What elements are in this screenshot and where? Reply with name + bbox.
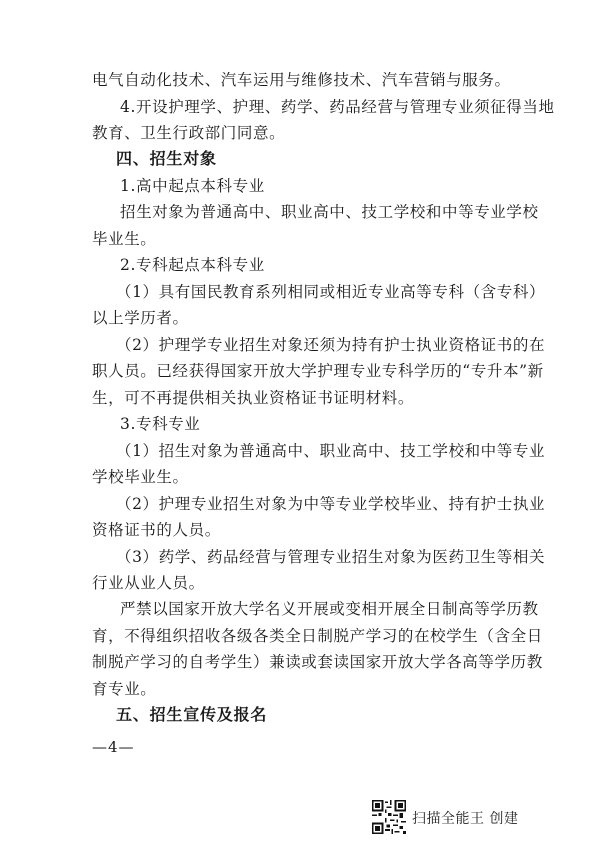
body-line: 招生对象为普通高中、职业高中、技工学校和中等专业学校 <box>120 203 539 222</box>
body-line: 制脱产学习的自考学生）兼读或套读国家开放大学各高等学历教 <box>92 653 543 672</box>
body-line: 1.高中起点本科专业 <box>120 176 265 195</box>
body-line: （2）护理专业招生对象为中等专业学校毕业、持有护士执业 <box>116 494 546 513</box>
body-line: 学校毕业生。 <box>92 468 189 487</box>
body-line: （3）药学、药品经营与管理专业招生对象为医药卫生等相关 <box>116 547 546 566</box>
body-line: 毕业生。 <box>92 229 157 248</box>
body-line: 严禁以国家开放大学名义开展或变相开展全日制高等学历教 <box>120 600 539 619</box>
body-line: 资格证书的人员。 <box>92 521 221 539</box>
body-line: 教育、卫生行政部门同意。 <box>92 123 286 142</box>
body-line: （1）具有国民教育系列相同或相近专业高等专科（含专科） <box>116 282 546 301</box>
body-line: 生，可不再提供相关执业资格证书证明材料。 <box>92 388 415 407</box>
body-line: 4.开设护理学、护理、药学、药品经营与管理专业须征得当地 <box>120 97 555 116</box>
section-heading: 四、招生对象 <box>116 149 217 169</box>
qr-code-icon <box>372 800 406 834</box>
body-line: 3.专科专业 <box>120 415 201 434</box>
body-line: 以上学历者。 <box>92 309 189 328</box>
body-line: 育，不得组织招收各级各类全日制脱产学习的在校学生（含全日 <box>92 626 543 645</box>
body-line: 育专业。 <box>92 679 157 698</box>
body-line: （1）招生对象为普通高中、职业高中、技工学校和中等专业 <box>116 441 546 460</box>
scanner-watermark: 扫描全能王 创建 <box>412 811 519 827</box>
body-line: 电气自动化技术、汽车运用与维修技术、汽车营销与服务。 <box>92 71 511 89</box>
body-line: （2）护理学专业招生对象还须为持有护士执业资格证书的在 <box>116 335 546 354</box>
body-line: 职人员。已经获得国家开放大学护理专业专科学历的“专升本”新 <box>92 362 544 381</box>
body-line: 行业从业人员。 <box>92 573 205 592</box>
page-number: —4— <box>92 738 135 756</box>
body-line: 2.专科起点本科专业 <box>120 256 265 275</box>
section-heading: 五、招生宣传及报名 <box>116 705 268 725</box>
